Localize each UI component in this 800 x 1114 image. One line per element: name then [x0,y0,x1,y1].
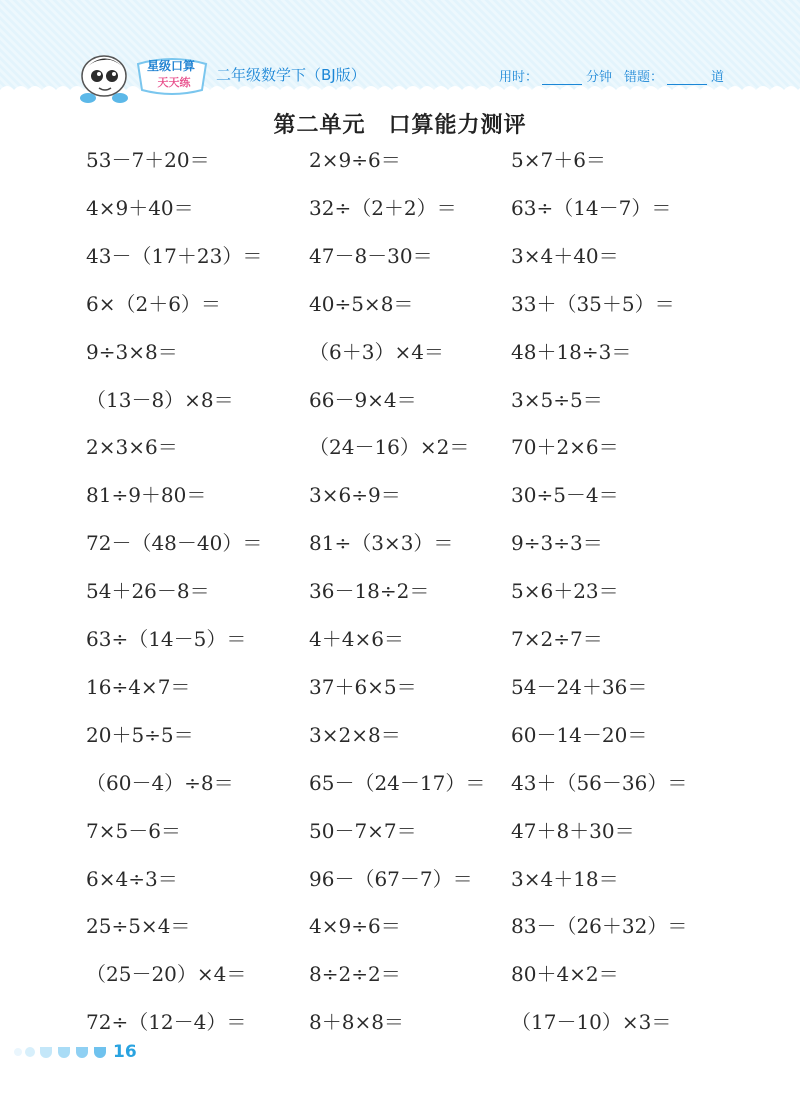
errors-label: 错题： [624,70,664,85]
problem-item: 83－（26＋32）＝ [511,914,688,939]
problem-item: 63÷（14－7）＝ [511,195,672,220]
header-meta [499,66,724,85]
problem-item: 25÷5×4＝ [86,914,191,939]
problem-item: 40÷5×8＝ [309,291,414,316]
problem-item: 7×5－6＝ [86,818,181,843]
problem-item: 47＋8＋30＝ [511,818,635,843]
footer-dots-decoration [10,1046,110,1060]
problem-item: 33＋（35＋5）＝ [511,291,675,316]
problem-item: 6×4÷3＝ [86,866,178,891]
page-number: 16 [113,1042,137,1062]
problem-item: 53－7＋20＝ [86,148,210,172]
problem-item: 9÷3×8＝ [86,339,178,364]
problem-item: 4＋4×6＝ [309,627,404,651]
problem-item: 9÷3÷3＝ [511,531,603,556]
time-blank [542,70,582,85]
problem-item: 6×（2＋6）＝ [86,291,221,316]
problem-item: 8＋8×8＝ [309,1010,404,1035]
problem-item: （24－16）×2＝ [309,435,470,460]
problem-item: 32÷（2＋2）＝ [309,195,457,220]
problem-item: 54－24＋36＝ [511,674,648,699]
page-title: 第二单元 口算能力测评 [273,113,527,138]
problem-item: 3×5÷5＝ [511,387,603,412]
mascot-icon [74,46,136,106]
problem-item: 3×4＋18＝ [511,866,619,891]
problem-item: 66－9×4＝ [309,387,417,412]
problem-item: 63÷（14－5）＝ [86,627,247,651]
problem-item: 54＋26－8＝ [86,579,210,604]
book-title: 二年级数学下（BJ版） [216,66,366,84]
problem-item: 30÷5－4＝ [511,483,619,508]
problem-item: （6＋3）×4＝ [309,339,444,364]
problem-item: 20＋5÷5＝ [86,722,194,747]
problem-item: 47－8－30＝ [309,243,433,268]
errors-blank [667,70,707,85]
problem-item: 65－（24－17）＝ [309,770,486,795]
problem-item: 4×9÷6＝ [309,914,401,939]
problem-item: 36－18÷2＝ [309,579,430,604]
problem-item: 48＋18÷3＝ [511,339,632,364]
problem-item: 50－7×7＝ [309,818,417,843]
problem-item: 3×6÷9＝ [309,483,401,508]
problem-item: 2×3×6＝ [86,435,178,460]
problem-item: 72－（48－40）＝ [86,531,263,556]
problem-item: 4×9＋40＝ [86,195,194,220]
problem-item: 3×2×8＝ [309,722,401,747]
problem-item: 43－（17＋23）＝ [86,243,263,268]
problem-item: 70＋2×6＝ [511,435,619,460]
problem-item: 60－14－20＝ [511,722,648,747]
problem-item: 3×4＋40＝ [511,243,619,268]
problem-item: 43＋（56－36）＝ [511,770,688,795]
problem-item: （60－4）÷8＝ [86,770,234,795]
problem-item: 5×7＋6＝ [511,148,606,172]
problem-item: 81÷（3×3）＝ [309,531,454,556]
problem-item: 81÷9＋80＝ [86,483,207,508]
questions-label: 道 [711,70,725,85]
problem-item: 8÷2÷2＝ [309,962,401,987]
problem-item: （17－10）×3＝ [511,1010,672,1035]
problem-item: 72÷（12－4）＝ [86,1010,247,1035]
problem-item: （13－8）×8＝ [86,387,234,412]
problem-item: 96－（67－7）＝ [309,866,473,891]
problem-item: （25－20）×4＝ [86,962,247,987]
problem-item: 7×2÷7＝ [511,627,603,651]
problem-item: 16÷4×7＝ [86,674,191,699]
time-label: 用时： [499,70,539,85]
problem-item: 37＋6×5＝ [309,674,417,699]
problem-item: 2×9÷6＝ [309,148,401,172]
minute-label: 分钟 [586,70,613,85]
logo-subtitle: 天天练 [157,76,191,89]
problem-item: 5×6＋23＝ [511,579,619,604]
problem-item: 80＋4×2＝ [511,962,619,987]
logo-title: 星级口算 [146,59,195,73]
